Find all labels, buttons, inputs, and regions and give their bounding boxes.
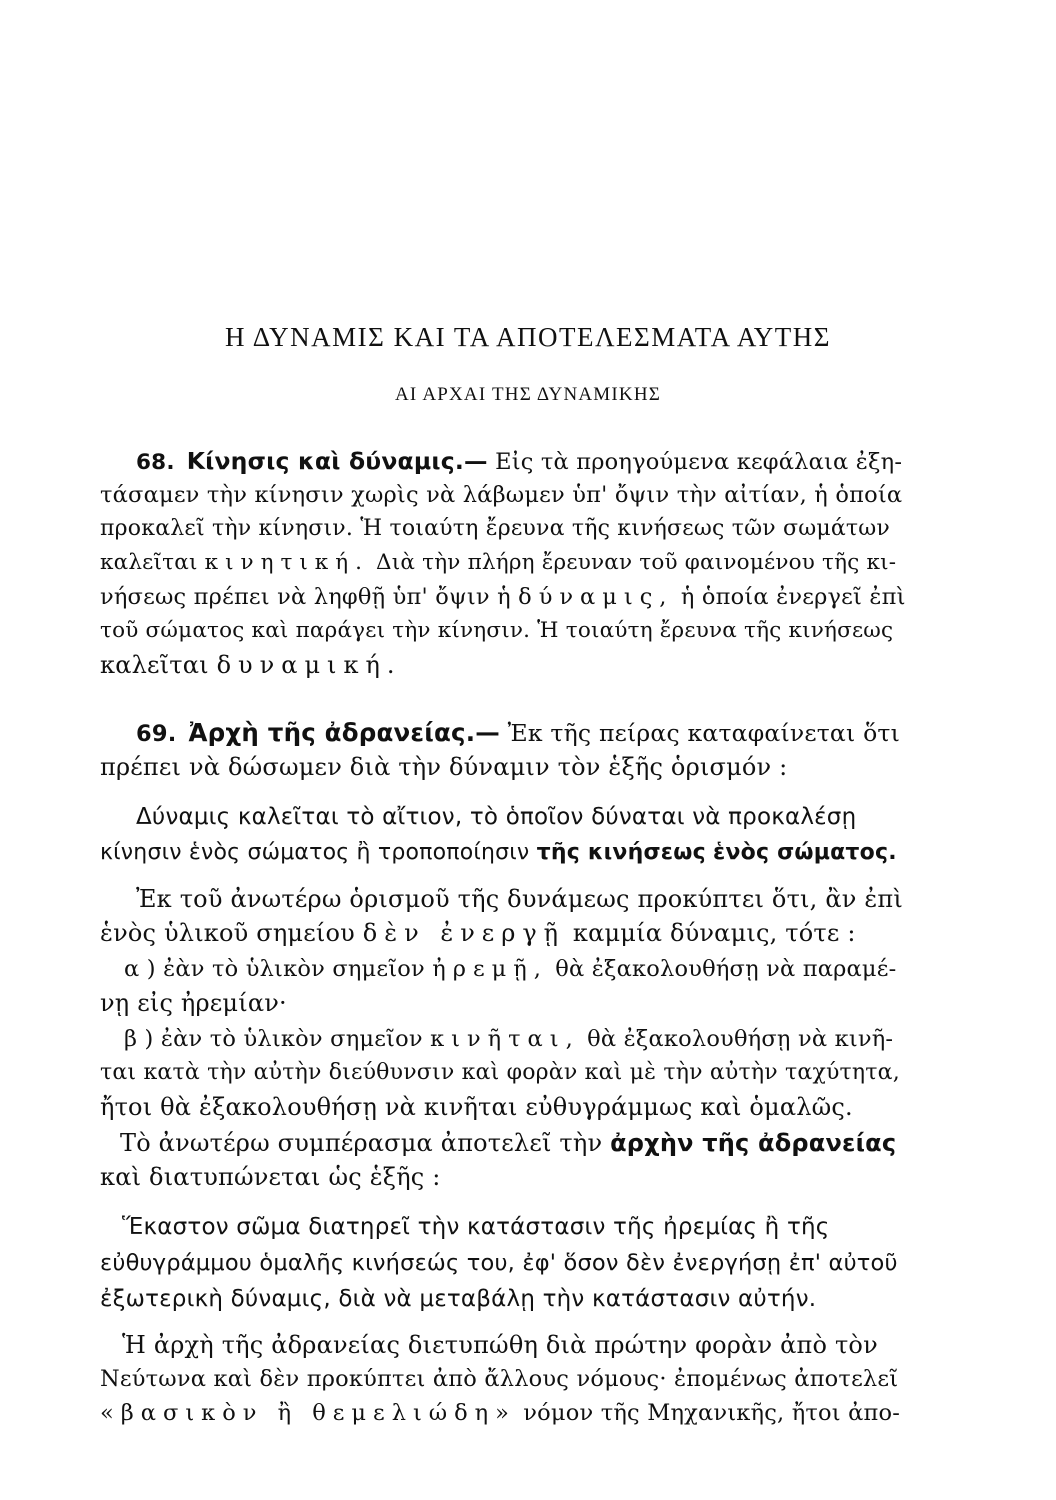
- list-item-b: [124, 1024, 906, 1054]
- spaced-term: δύναμις,: [518, 584, 674, 610]
- spaced-term: κινητική.: [204, 550, 369, 575]
- paragraph-line: [100, 582, 906, 612]
- definition-line: Δύναμις καλεῖται τὸ αἴτιον, τὸ ὁποῖον δύναται νὰ προκαλέσῃ: [136, 804, 857, 830]
- text-fragment: νήσεως πρέπει νὰ ληφθῇ ὑπ' ὄψιν ἡ: [100, 584, 511, 610]
- text-fragment: θὰ ἐξακολουθήσῃ νὰ κινῆ-: [587, 1026, 894, 1052]
- law-statement-line: Ἕκαστον σῶμα διατηρεῖ τὴν κατάστασιν τῆς ἠρεμίας ἢ τῆς: [122, 1214, 830, 1240]
- spaced-term: δὲν ἐνεργῇ: [362, 919, 566, 947]
- definition-line: [100, 838, 906, 868]
- paragraph-line: Ἐκ τῆς πείρας καταφαίνεται ὅτι: [507, 719, 901, 747]
- section-heading: Κίνησις καὶ δύναμις.—: [186, 447, 488, 475]
- spaced-term: κινῆται,: [430, 1026, 580, 1052]
- spaced-term: δυναμική.: [216, 651, 402, 679]
- text-fragment: καλεῖται: [100, 550, 198, 575]
- bold-term: τῆς κινήσεως: [536, 840, 706, 865]
- text-fragment: ἑνὸς ὑλικοῦ σημείου: [100, 919, 355, 947]
- text-fragment: νόμον τῆς Μηχανικῆς, ἤτοι ἀπο-: [523, 1400, 901, 1426]
- paragraph-line: νῃ εἰς ἠρεμίαν·: [100, 989, 287, 1017]
- text-fragment: καλεῖται: [100, 651, 209, 679]
- paragraph-line: τοῦ σώματος καὶ παράγει τὴν κίνησιν. Ἡ τοιαύτη ἔρευνα τῆς κινήσεως: [100, 618, 894, 643]
- text-fragment: α ) ἐὰν τὸ ὑλικὸν σημεῖον: [124, 956, 425, 982]
- section-heading: Ἀρχὴ τῆς ἀδρανείας.—: [188, 718, 500, 747]
- paragraph-line: Νεύτωνα καὶ δὲν προκύπτει ἀπὸ ἄλλους νόμους· ἐπομένως ἀποτελεῖ: [100, 1366, 899, 1392]
- bold-term: ἑνὸς σώματος.: [713, 840, 897, 865]
- section-68-first-line: [136, 446, 906, 478]
- paragraph-line: προκαλεῖ τὴν κίνησιν. Ἡ τοιαύτη ἔρευνα τῆς κινήσεως τῶν σωμάτων: [100, 516, 890, 541]
- text-fragment: θὰ ἐξακολουθήσῃ νὰ παραμέ-: [555, 956, 897, 982]
- paragraph-line: [120, 1128, 906, 1158]
- law-statement-line: εὐθυγράμμου ὁμαλῆς κινήσεώς του, ἐφ' ὅσον δὲν ἐνεργήσῃ ἐπ' αὐτοῦ: [100, 1250, 898, 1276]
- bold-term: ἀρχὴν τῆς ἀδρανείας: [610, 1129, 897, 1157]
- section-number: 68.: [136, 450, 175, 475]
- spaced-term: «βασικὸν ἢ θεμελιώδη»: [100, 1400, 516, 1426]
- paragraph-line: [100, 918, 906, 948]
- text-fragment: Τὸ ἀνωτέρω συμπέρασμα ἀποτελεῖ τὴν: [120, 1129, 603, 1157]
- paragraph-line: Εἰς τὰ προηγούμενα κεφάλαια ἐξη-: [495, 449, 903, 475]
- paragraph-line: [100, 650, 906, 680]
- paragraph-line: καὶ διατυπώνεται ὡς ἑξῆς :: [100, 1163, 441, 1191]
- text-fragment: καμμία δύναμις, τότε :: [572, 919, 856, 947]
- law-statement-line: ἐξωτερικὴ δύναμις, διὰ νὰ μεταβάλῃ τὴν κατάστασιν αὐτήν.: [100, 1286, 817, 1312]
- paragraph-line: Ἡ ἀρχὴ τῆς ἀδρανείας διετυπώθη διὰ πρώτην φορὰν ἀπὸ τὸν: [122, 1331, 878, 1359]
- spaced-term: ἠρεμῇ,: [432, 956, 548, 982]
- list-item-a: [124, 954, 906, 984]
- text-fragment: κίνησιν ἑνὸς σώματος ἢ τροποποίησιν: [100, 840, 530, 865]
- paragraph-line: τάσαμεν τὴν κίνησιν χωρὶς νὰ λάβωμεν ὑπ' ὄψιν τὴν αἰτίαν, ἡ ὁποία: [100, 482, 903, 508]
- text-fragment: Διὰ τὴν πλήρη ἔρευναν τοῦ φαινομένου τῆς κι-: [376, 550, 897, 575]
- chapter-subtitle: ΑΙ ΑΡΧΑΙ ΤΗΣ ΔΥΝΑΜΙΚΗΣ: [394, 384, 662, 405]
- text-fragment: β ) ἐὰν τὸ ὑλικὸν σημεῖον: [124, 1026, 423, 1052]
- section-69-first-line: [136, 718, 906, 749]
- text-fragment: ἡ ὁποία ἐνεργεῖ ἐπὶ: [680, 584, 906, 610]
- section-number: 69.: [136, 721, 177, 747]
- paragraph-line: ται κατὰ τὴν αὐτὴν διεύθυνσιν καὶ φορὰν καὶ μὲ τὴν αὐτὴν ταχύτητα,: [100, 1060, 900, 1085]
- paragraph-line: ἤτοι θὰ ἐξακολουθήσῃ νὰ κινῆται εὐθυγράμμως καὶ ὁμαλῶς.: [100, 1093, 853, 1121]
- paragraph-line: πρέπει νὰ δώσωμεν διὰ τὴν δύναμιν τὸν ἑξῆς ὁρισμόν :: [100, 753, 788, 781]
- paragraph-line: [100, 1398, 906, 1428]
- chapter-title: Η ΔΥΝΑΜΙΣ ΚΑΙ ΤΑ ΑΠΟΤΕΛΕΣΜΑΤΑ ΑΥΤΗΣ: [225, 322, 831, 352]
- paragraph-line: Ἐκ τοῦ ἀνωτέρω ὁρισμοῦ τῆς δυνάμεως προκύπτει ὅτι, ἂν ἐπὶ: [136, 885, 904, 913]
- paragraph-line: [100, 548, 906, 578]
